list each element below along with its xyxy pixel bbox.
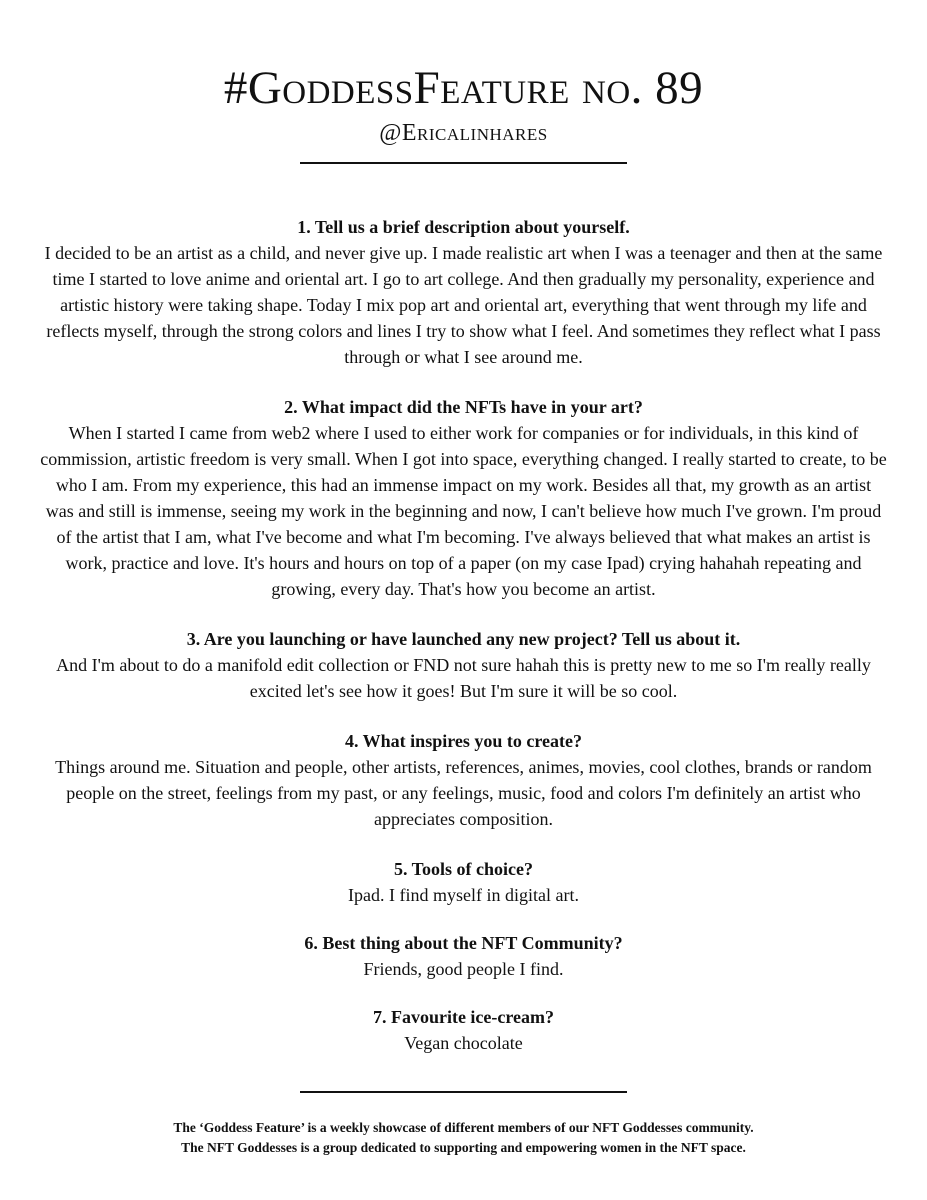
question: 6. Best thing about the NFT Community? [304, 933, 623, 953]
interview-content [40, 214, 887, 1078]
answer: And I'm about to do a manifold edit collection or FND not sure hahah this is pretty new to me so I'm really really excited let's see how it goes! But I'm sure it will be so cool. [56, 655, 871, 701]
answer: Things around me. Situation and people, other artists, references, animes, movies, cool clothes, brands or random people on the street, feelings from my past, or any feelings, music, food and colors I'm definitely an artist who appreciates composition. [55, 757, 872, 829]
qa-item [40, 728, 887, 832]
answer: I decided to be an artist as a child, and never give up. I made realistic art when I was a teenager and then at the same time I started to love anime and oriental art. I go to art college. And then gradually my personality, experience and artistic history were taking shape. Today I mix pop art and oriental art, everything that went through my life and reflects myself, through the strong colors and lines I try to show what I feel. And sometimes they reflect what I pass through or what I see around me. [44, 243, 883, 367]
footer-line: The ‘Goddess Feature’ is a weekly showcase of different members of our NFT Goddesses community. [173, 1120, 754, 1135]
qa-item [40, 1004, 887, 1056]
answer: Friends, good people I find. [363, 959, 564, 979]
qa-item [40, 214, 887, 370]
artist-handle: @Ericalinhares [379, 120, 548, 146]
page-title: #GoddessFeature no. 89 [223, 62, 704, 114]
answer: When I started I came from web2 where I used to either work for companies or for individuals, in this kind of commission, artistic freedom is very small. When I got into space, everything changed. I really started to create, to be who I am. From my experience, this had an immense impact on my work. Besides all that, my growth as an artist was and still is immense, seeing my work in the beginning and now, I can't believe how much I've grown. I'm proud of the artist that I am, what I've become and what I'm becoming. I've always believed that what makes an artist is work, practice and love. It's hours and hours on top of a paper (on my case Ipad) crying hahahah repeating and growing, every day. That's how you become an artist. [40, 423, 887, 599]
qa-item [40, 394, 887, 602]
qa-item [40, 856, 887, 908]
answer: Ipad. I find myself in digital art. [348, 885, 579, 905]
top-divider [300, 162, 627, 164]
qa-item [40, 930, 887, 982]
question: 1. Tell us a brief description about yourself. [297, 217, 630, 237]
footer-line: The NFT Goddesses is a group dedicated to supporting and empowering women in the NFT space. [181, 1140, 746, 1155]
question: 5. Tools of choice? [393, 859, 533, 879]
question: 3. Are you launching or have launched any new project? Tell us about it. [186, 629, 741, 649]
bottom-divider [300, 1091, 627, 1093]
question: 7. Favourite ice-cream? [372, 1007, 555, 1027]
question: 2. What impact did the NFTs have in your art? [284, 397, 643, 417]
footer [0, 1118, 927, 1158]
answer: Vegan chocolate [404, 1033, 523, 1053]
qa-item [40, 626, 887, 704]
question: 4. What inspires you to create? [345, 731, 582, 751]
